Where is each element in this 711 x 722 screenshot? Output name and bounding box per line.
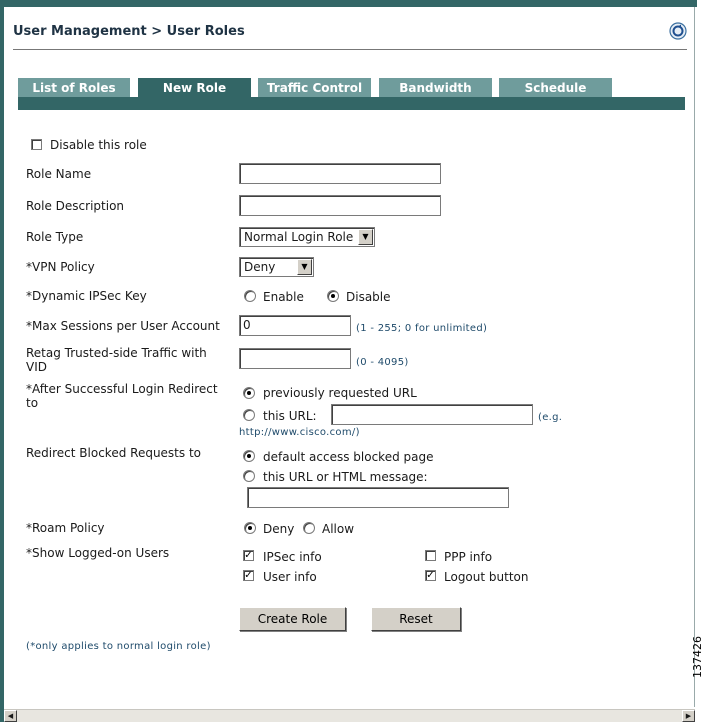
show-users-label: *Show Logged-on Users — [26, 546, 170, 560]
disable-role-label: Disable this role — [50, 138, 147, 152]
retag-label — [26, 346, 207, 374]
blocked-url-label: this URL or HTML message: — [263, 470, 428, 484]
blocked-url-radio[interactable] — [243, 470, 255, 482]
ppp-info-label: PPP info — [444, 550, 493, 564]
horizontal-scrollbar[interactable] — [4, 709, 695, 722]
roam-allow-radio[interactable] — [303, 522, 315, 534]
ipsec-enable-label: Enable — [263, 290, 304, 304]
ppp-info-checkbox[interactable] — [425, 550, 436, 561]
roam-allow-label: Allow — [322, 522, 355, 536]
blocked-redirect-label: Redirect Blocked Requests to — [26, 446, 202, 460]
roam-deny-label: Deny — [263, 522, 295, 536]
redirect-url-example: http://www.cisco.com/) — [239, 427, 360, 438]
chevron-down-icon: ▼ — [297, 259, 312, 275]
page-title: User Management > User Roles — [13, 24, 245, 39]
redirect-url-eg: (e.g. — [538, 412, 563, 423]
user-info-checkbox[interactable]: ✓ — [244, 570, 253, 581]
role-description-label: Role Description — [26, 199, 125, 213]
ipsec-enable-radio[interactable] — [244, 290, 256, 302]
chevron-down-icon: ▼ — [358, 229, 373, 245]
user-info-label: User info — [263, 570, 317, 584]
redirect-url-radio[interactable] — [243, 409, 255, 421]
role-type-value: Normal Login Role — [244, 230, 354, 244]
figure-id: 137426 — [691, 636, 704, 678]
ipsec-disable-label: Disable — [346, 290, 391, 304]
footnote: (*only applies to normal login role) — [26, 641, 211, 652]
vpn-policy-select[interactable] — [239, 257, 314, 277]
tab-new-role[interactable]: New Role — [138, 78, 251, 98]
blocked-default-label: default access blocked page — [263, 450, 434, 464]
logout-button-checkbox[interactable]: ✓ — [426, 570, 435, 581]
blocked-message-input[interactable] — [247, 487, 509, 508]
tab-list-of-roles[interactable]: List of Roles — [18, 78, 130, 98]
retag-label-line2: VID — [26, 360, 47, 374]
create-role-button[interactable]: Create Role — [239, 607, 346, 631]
scroll-left-icon[interactable]: ◀ — [4, 710, 17, 722]
login-redirect-label-line2: to — [26, 396, 39, 410]
role-description-input[interactable] — [239, 195, 441, 216]
redirect-url-label: this URL: — [263, 409, 317, 423]
roam-deny-radio[interactable] — [244, 522, 256, 534]
ipsec-disable-radio[interactable] — [327, 290, 339, 302]
tab-traffic-control[interactable]: Traffic Control — [258, 78, 371, 98]
login-redirect-label — [26, 382, 218, 410]
left-border — [0, 0, 4, 722]
tab-schedule[interactable]: Schedule — [499, 78, 612, 98]
tab-bandwidth[interactable]: Bandwidth — [379, 78, 492, 98]
right-divider — [694, 7, 695, 707]
role-name-label: Role Name — [26, 167, 92, 181]
vpn-policy-label: *VPN Policy — [26, 260, 95, 274]
role-name-input[interactable] — [239, 163, 441, 184]
login-redirect-label-line1: *After Successful Login Redirect — [26, 382, 218, 396]
role-type-select[interactable] — [239, 227, 375, 247]
retag-vid-input[interactable] — [239, 348, 351, 369]
ipsec-info-checkbox[interactable]: ✓ — [244, 550, 253, 561]
redirect-previous-label: previously requested URL — [263, 386, 417, 400]
dynamic-ipsec-label: *Dynamic IPSec Key — [26, 289, 147, 303]
ipsec-info-label: IPSec info — [263, 550, 322, 564]
top-border — [0, 0, 697, 7]
role-type-label: Role Type — [26, 230, 84, 244]
retag-label-line1: Retag Trusted-side Traffic with — [26, 346, 207, 360]
scroll-right-icon[interactable]: ▶ — [682, 710, 695, 722]
max-sessions-label: *Max Sessions per User Account — [26, 319, 220, 333]
reset-button[interactable]: Reset — [371, 607, 461, 631]
disable-role-checkbox[interactable] — [31, 139, 42, 150]
roam-policy-label: *Roam Policy — [26, 521, 105, 535]
max-sessions-input[interactable]: 0 — [239, 315, 351, 336]
redirect-url-input[interactable] — [331, 404, 533, 425]
vpn-policy-value: Deny — [244, 260, 276, 274]
retag-hint: (0 - 4095) — [356, 357, 409, 368]
max-sessions-hint: (1 - 255; 0 for unlimited) — [356, 323, 488, 334]
blocked-default-radio[interactable] — [243, 450, 255, 462]
help-icon[interactable] — [669, 22, 687, 40]
tab-underline — [18, 97, 685, 110]
title-divider — [13, 49, 687, 50]
redirect-previous-radio[interactable] — [243, 387, 255, 399]
logout-button-label: Logout button — [444, 570, 529, 584]
